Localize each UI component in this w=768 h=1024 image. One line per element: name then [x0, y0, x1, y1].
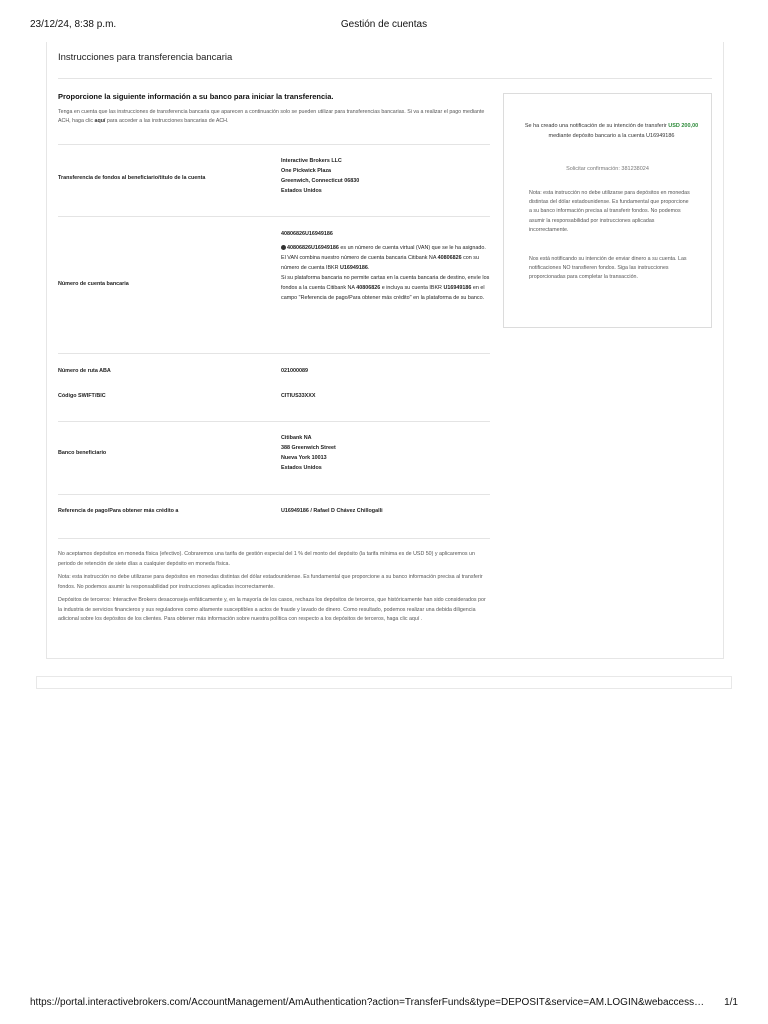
beneficiary-line: Greenwich, Connecticut 06830 [281, 178, 360, 184]
beneficiary-value [281, 156, 490, 196]
page-number: 1/1 [724, 997, 738, 1008]
ibkr-number: U16949186 [443, 285, 472, 291]
swift-label: Código SWIFT/BIC [58, 393, 106, 399]
row-beneficiary [58, 144, 490, 217]
platform-text: Si su plataforma bancaria no permite cartas en la cuenta bancaria de destino, envíe los fondos a la cuenta Citibank NA [281, 275, 490, 291]
aba-value: 021000089 [281, 368, 308, 374]
instructions-panel [58, 92, 490, 514]
intro-text: Tenga en cuenta que las instrucciones de transferencia bancaria que aparecen a continuación solo se pueden utilizar para transferencias bancarias. Si va a realizar el pago mediante ACH, haga clic [58, 109, 485, 124]
ach-link[interactable]: aquí [94, 118, 106, 124]
citi-number: 40806826 [356, 285, 381, 291]
platform-text: e incluya su cuenta IBKR [380, 285, 444, 291]
beneficiary-label: Transferencia de fondos al beneficiario/titulo de la cuenta [58, 175, 206, 181]
van-text: es un número de cuenta virtual (VAN) que se le ha asignado. [338, 245, 486, 251]
citi-number: 40806826 [437, 255, 462, 261]
bank-value [281, 433, 490, 473]
combine-text: con su número de cuenta IBKR [281, 255, 479, 271]
card-divider [58, 78, 712, 79]
print-date: 23/12/24, 8:38 p.m. [30, 19, 117, 30]
transfer-amount: USD 200,00 [668, 123, 699, 129]
van-number: 40806826U16949186 [287, 245, 339, 251]
combine-text: El VAN combina nuestro número de cuenta bancaria Citibank NA [281, 255, 438, 261]
bank-line: 388 Greenwich Street [281, 445, 336, 451]
wire-instructions-card [46, 42, 724, 659]
side-currency-note: Nota: esta instrucción no debe utilizarse para depósitos en monedas distintas del dólar estadounidense. Es fundamental que proporcione a su banco información precisa al transferir fondos. No podemos asumir la responsabilidad por instrucciones aplicadas incorrectamente. [529, 190, 690, 233]
reference-label: Referencia de pago/Para obtener más crédito a [58, 508, 179, 514]
bank-line: Citibank NA [281, 435, 312, 441]
notification-panel [503, 93, 712, 328]
van-combine-note [281, 253, 490, 273]
swift-value: CITIUS33XXX [281, 393, 316, 399]
bank-line: Nueva York 10013 [281, 455, 327, 461]
row-account-number [58, 216, 490, 354]
print-footer [30, 997, 738, 1011]
combine-text: . [367, 265, 370, 271]
account-number-label: Número de cuenta bancaria [58, 281, 129, 287]
side-notification-note: Nos está notificando su intención de enviar dinero a su cuenta. Las notificaciones NO transfieren fondos. Siga las instrucciones proporcionadas para completar la transacción. [529, 256, 687, 281]
card-title: Instrucciones para transferencia bancaria [58, 52, 233, 63]
instructions-heading: Proporcione la siguiente información a su banco para iniciar la transferencia. [58, 92, 334, 101]
notes-section [58, 550, 490, 629]
platform-note [281, 273, 490, 303]
info-icon [281, 245, 286, 250]
third-party-note: Depósitos de terceros: Interactive Brokers desaconseja enfáticamente y, en la mayoría de los casos, rechaza los depósitos de terceros, que históricamente han sido considerados por la industria de servicios financieros y sus reguladores como altamente susceptibles a actos de fraude y lavado de dinero. Como resultado, podemos realizar una debida diligencia adicional sobre los depósitos de los clientes. Para obtener más información sobre nuestra política con respecto a los depósitos de terceros, haga clic aquí . [58, 597, 486, 622]
row-routing [58, 353, 490, 422]
beneficiary-line: One Pickwick Plaza [281, 168, 332, 174]
ibkr-number: U16949186 [340, 265, 368, 271]
print-title: Gestión de cuentas [340, 19, 428, 30]
notification-message [524, 121, 699, 141]
notif-text: mediante depósito bancario a la cuenta U16949186 [548, 133, 675, 139]
bank-label: Banco beneficiario [58, 450, 107, 456]
beneficiary-line: Interactive Brokers LLC [281, 158, 342, 164]
instructions-intro [58, 108, 490, 126]
print-header [30, 19, 738, 33]
platform-text: en el campo "Referencia de pago/Para obtener más crédito" en la plataforma de su banco. [281, 285, 485, 301]
row-reference [58, 494, 490, 539]
van-note [281, 243, 490, 253]
row-beneficiary-bank [58, 421, 490, 495]
account-number: 40806826U16949186 [281, 231, 333, 237]
reference-value: U16949186 / Rafael D Chávez Chillogalli [281, 508, 383, 514]
empty-footer-bar [36, 676, 732, 689]
notif-text: Se ha creado una notificación de su intención de transferir [524, 123, 669, 129]
beneficiary-line: Estados Unidos [281, 188, 322, 194]
currency-note: Nota: esta instrucción no debe utilizarse para depósitos en monedas distintas del dólar estadounidense. Es fundamental que proporcione a su banco información precisa al transferir fondos. No podemos asumir la responsabilidad por instrucciones aplicadas incorrectamente. [58, 574, 483, 590]
confirmation-number: Solicitar confirmación: 381238024 [566, 166, 649, 172]
aba-label: Número de ruta ABA [58, 368, 111, 374]
cash-note: No aceptamos depósitos en moneda física (efectivo). Cobraremos una tarifa de gestión especial del 1 % del monto del depósito (la tarifa mínima es de USD 50) y aplicaremos un periodo de retención de siete días a cualquier depósito en moneda física. [58, 551, 475, 567]
print-url: https://portal.interactivebrokers.com/AccountManagement/AmAuthentication?action=TransferFunds&type=DEPOSIT&service=AM.LOGIN&webaccess… [30, 997, 705, 1008]
bank-line: Estados Unidos [281, 465, 322, 471]
account-number-value [281, 229, 490, 303]
intro-text-end: para acceder a las instrucciones bancarias de ACH. [105, 118, 229, 124]
